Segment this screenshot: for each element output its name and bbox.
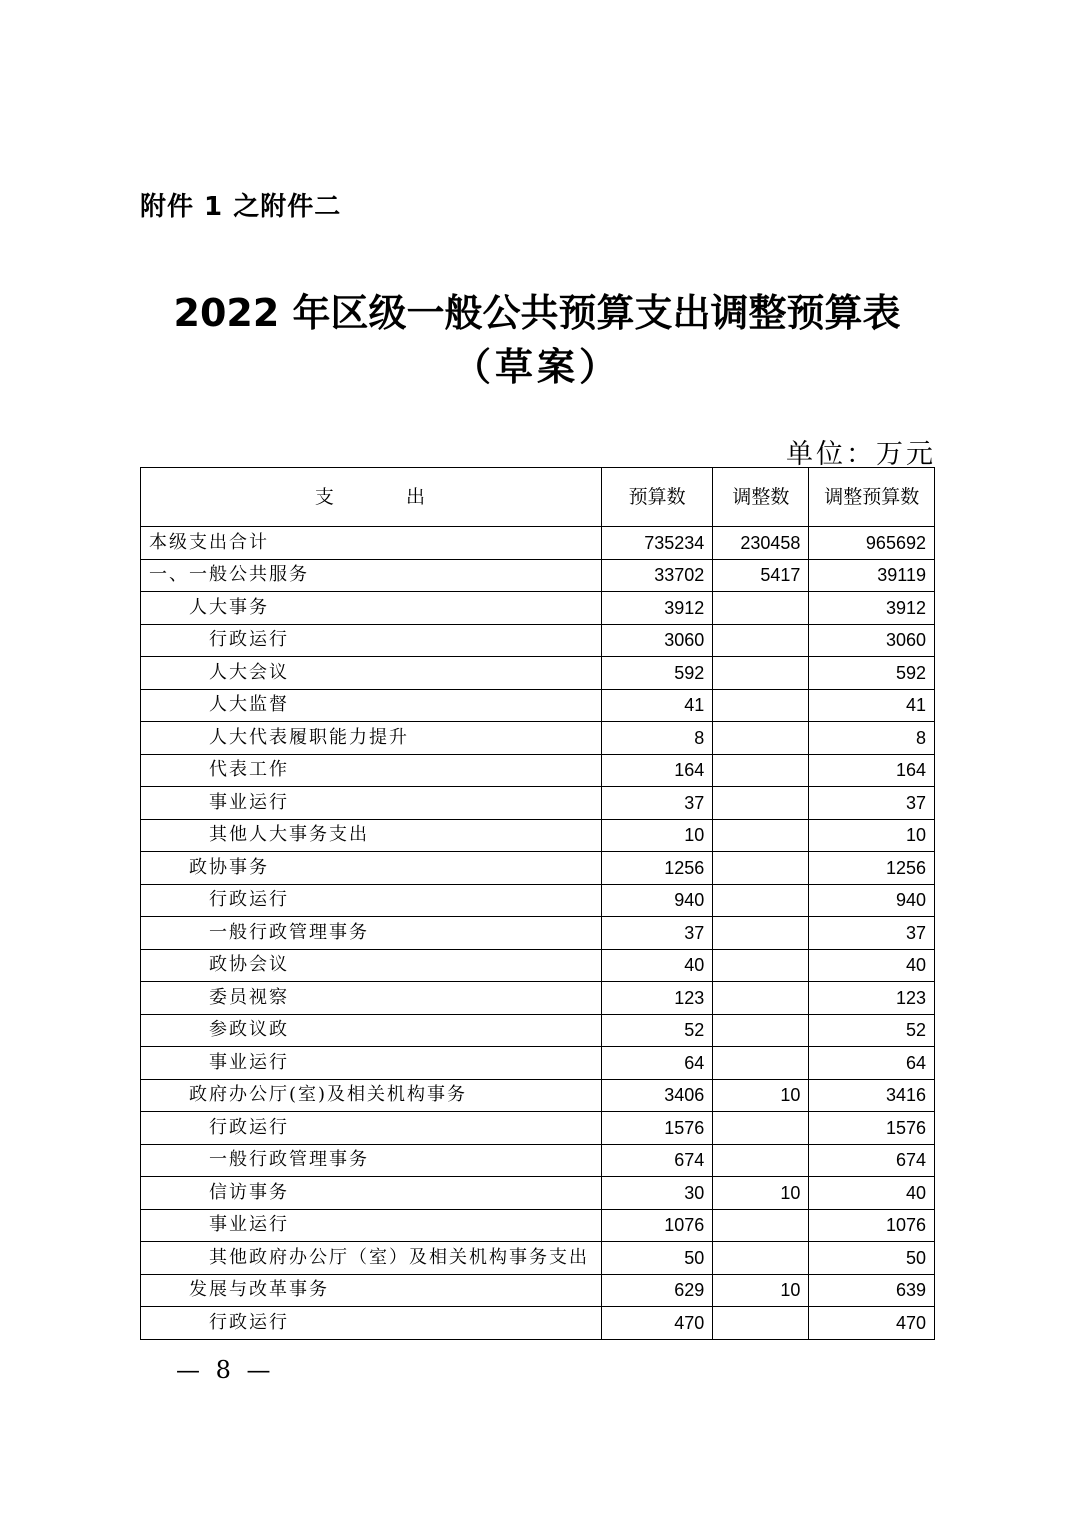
row-final-value: 37: [809, 787, 935, 820]
table-row: [141, 1274, 935, 1307]
table-row: [141, 657, 935, 690]
row-adjust-value: [713, 1209, 809, 1242]
table-row: [141, 1144, 935, 1177]
table-row: [141, 787, 935, 820]
row-budget-value: 8: [601, 722, 712, 755]
row-item-name: 政协会议: [141, 949, 602, 982]
row-budget-value: 3406: [601, 1079, 712, 1112]
table-row: [141, 559, 935, 592]
row-final-value: 470: [809, 1307, 935, 1340]
table-row: [141, 1112, 935, 1145]
row-budget-value: 10: [601, 819, 712, 852]
row-final-value: 64: [809, 1047, 935, 1080]
row-budget-value: 30: [601, 1177, 712, 1210]
row-final-value: 1076: [809, 1209, 935, 1242]
row-final-value: 3416: [809, 1079, 935, 1112]
row-adjust-value: 10: [713, 1079, 809, 1112]
row-final-value: 674: [809, 1144, 935, 1177]
table-row: [141, 852, 935, 885]
row-budget-value: 52: [601, 1014, 712, 1047]
row-budget-value: 64: [601, 1047, 712, 1080]
row-item-name: 人大会议: [141, 657, 602, 690]
row-adjust-value: [713, 657, 809, 690]
table-row: [141, 819, 935, 852]
row-adjust-value: [713, 624, 809, 657]
row-final-value: 50: [809, 1242, 935, 1275]
table-row: [141, 1307, 935, 1340]
row-budget-value: 629: [601, 1274, 712, 1307]
budget-table: [140, 467, 935, 1340]
row-adjust-value: [713, 689, 809, 722]
row-final-value: 10: [809, 819, 935, 852]
row-adjust-value: [713, 1242, 809, 1275]
row-item-name: 本级支出合计: [141, 527, 602, 560]
row-item-name: 行政运行: [141, 1307, 602, 1340]
row-item-name: 人大事务: [141, 592, 602, 625]
row-budget-value: 50: [601, 1242, 712, 1275]
row-budget-value: 40: [601, 949, 712, 982]
row-budget-value: 3912: [601, 592, 712, 625]
table-row: [141, 1079, 935, 1112]
row-final-value: 1576: [809, 1112, 935, 1145]
row-adjust-value: [713, 884, 809, 917]
row-item-name: 发展与改革事务: [141, 1274, 602, 1307]
row-item-name: 其他人大事务支出: [141, 819, 602, 852]
row-final-value: 940: [809, 884, 935, 917]
row-budget-value: 470: [601, 1307, 712, 1340]
row-final-value: 164: [809, 754, 935, 787]
row-item-name: 事业运行: [141, 787, 602, 820]
table-row: [141, 1014, 935, 1047]
row-budget-value: 3060: [601, 624, 712, 657]
page-number: — 8 —: [176, 1356, 275, 1384]
row-item-name: 行政运行: [141, 1112, 602, 1145]
header-adjust: 调整数: [713, 468, 809, 527]
row-adjust-value: [713, 1112, 809, 1145]
row-final-value: 41: [809, 689, 935, 722]
row-item-name: 其他政府办公厅（室）及相关机构事务支出: [141, 1242, 602, 1275]
row-adjust-value: [713, 819, 809, 852]
header-expenditure-part1: 支: [314, 486, 336, 508]
row-item-name: 事业运行: [141, 1209, 602, 1242]
row-item-name: 人大监督: [141, 689, 602, 722]
row-item-name: 人大代表履职能力提升: [141, 722, 602, 755]
row-final-value: 52: [809, 1014, 935, 1047]
table-row: [141, 917, 935, 950]
row-adjust-value: 10: [713, 1274, 809, 1307]
header-final: 调整预算数: [809, 468, 935, 527]
row-item-name: 委员视察: [141, 982, 602, 1015]
table-row: [141, 1177, 935, 1210]
row-adjust-value: 10: [713, 1177, 809, 1210]
row-final-value: 3060: [809, 624, 935, 657]
table-row: [141, 592, 935, 625]
row-adjust-value: 230458: [713, 527, 809, 560]
row-final-value: 965692: [809, 527, 935, 560]
table-row: [141, 722, 935, 755]
row-adjust-value: 5417: [713, 559, 809, 592]
table-row: [141, 624, 935, 657]
row-item-name: 参政议政: [141, 1014, 602, 1047]
row-budget-value: 1256: [601, 852, 712, 885]
header-budget: 预算数: [601, 468, 712, 527]
row-final-value: 1256: [809, 852, 935, 885]
row-item-name: 政府办公厅(室)及相关机构事务: [141, 1079, 602, 1112]
row-budget-value: 592: [601, 657, 712, 690]
table-row: [141, 754, 935, 787]
row-budget-value: 1576: [601, 1112, 712, 1145]
row-adjust-value: [713, 1144, 809, 1177]
row-item-name: 信访事务: [141, 1177, 602, 1210]
row-item-name: 一般行政管理事务: [141, 1144, 602, 1177]
row-item-name: 政协事务: [141, 852, 602, 885]
table-row: [141, 527, 935, 560]
row-adjust-value: [713, 852, 809, 885]
row-final-value: 40: [809, 949, 935, 982]
table-header-row: [141, 468, 935, 527]
document-subtitle: （草案）: [452, 345, 621, 389]
table-row: [141, 1209, 935, 1242]
row-item-name: 代表工作: [141, 754, 602, 787]
row-budget-value: 41: [601, 689, 712, 722]
row-budget-value: 940: [601, 884, 712, 917]
row-adjust-value: [713, 949, 809, 982]
row-adjust-value: [713, 722, 809, 755]
table-row: [141, 982, 935, 1015]
row-adjust-value: [713, 1307, 809, 1340]
table-row: [141, 689, 935, 722]
row-budget-value: 37: [601, 787, 712, 820]
row-final-value: 592: [809, 657, 935, 690]
row-budget-value: 33702: [601, 559, 712, 592]
row-budget-value: 735234: [601, 527, 712, 560]
row-adjust-value: [713, 1014, 809, 1047]
row-adjust-value: [713, 917, 809, 950]
row-final-value: 639: [809, 1274, 935, 1307]
attachment-label: 附件 1 之附件二: [140, 192, 342, 222]
table-row: [141, 1242, 935, 1275]
row-item-name: 一、一般公共服务: [141, 559, 602, 592]
row-budget-value: 164: [601, 754, 712, 787]
header-expenditure-part2: 出: [405, 486, 427, 508]
table-row: [141, 949, 935, 982]
row-final-value: 40: [809, 1177, 935, 1210]
document-title: 2022 年区级一般公共预算支出调整预算表: [173, 291, 901, 335]
row-adjust-value: [713, 1047, 809, 1080]
row-adjust-value: [713, 592, 809, 625]
table-row: [141, 884, 935, 917]
row-budget-value: 37: [601, 917, 712, 950]
row-item-name: 行政运行: [141, 884, 602, 917]
table-row: [141, 1047, 935, 1080]
row-final-value: 123: [809, 982, 935, 1015]
row-budget-value: 1076: [601, 1209, 712, 1242]
header-expenditure: [141, 468, 602, 527]
row-item-name: 行政运行: [141, 624, 602, 657]
row-adjust-value: [713, 754, 809, 787]
row-final-value: 8: [809, 722, 935, 755]
row-item-name: 事业运行: [141, 1047, 602, 1080]
row-adjust-value: [713, 982, 809, 1015]
row-final-value: 37: [809, 917, 935, 950]
row-final-value: 39119: [809, 559, 935, 592]
row-final-value: 3912: [809, 592, 935, 625]
row-budget-value: 123: [601, 982, 712, 1015]
row-item-name: 一般行政管理事务: [141, 917, 602, 950]
row-budget-value: 674: [601, 1144, 712, 1177]
unit-label: 单位：万元: [786, 439, 936, 470]
row-adjust-value: [713, 787, 809, 820]
